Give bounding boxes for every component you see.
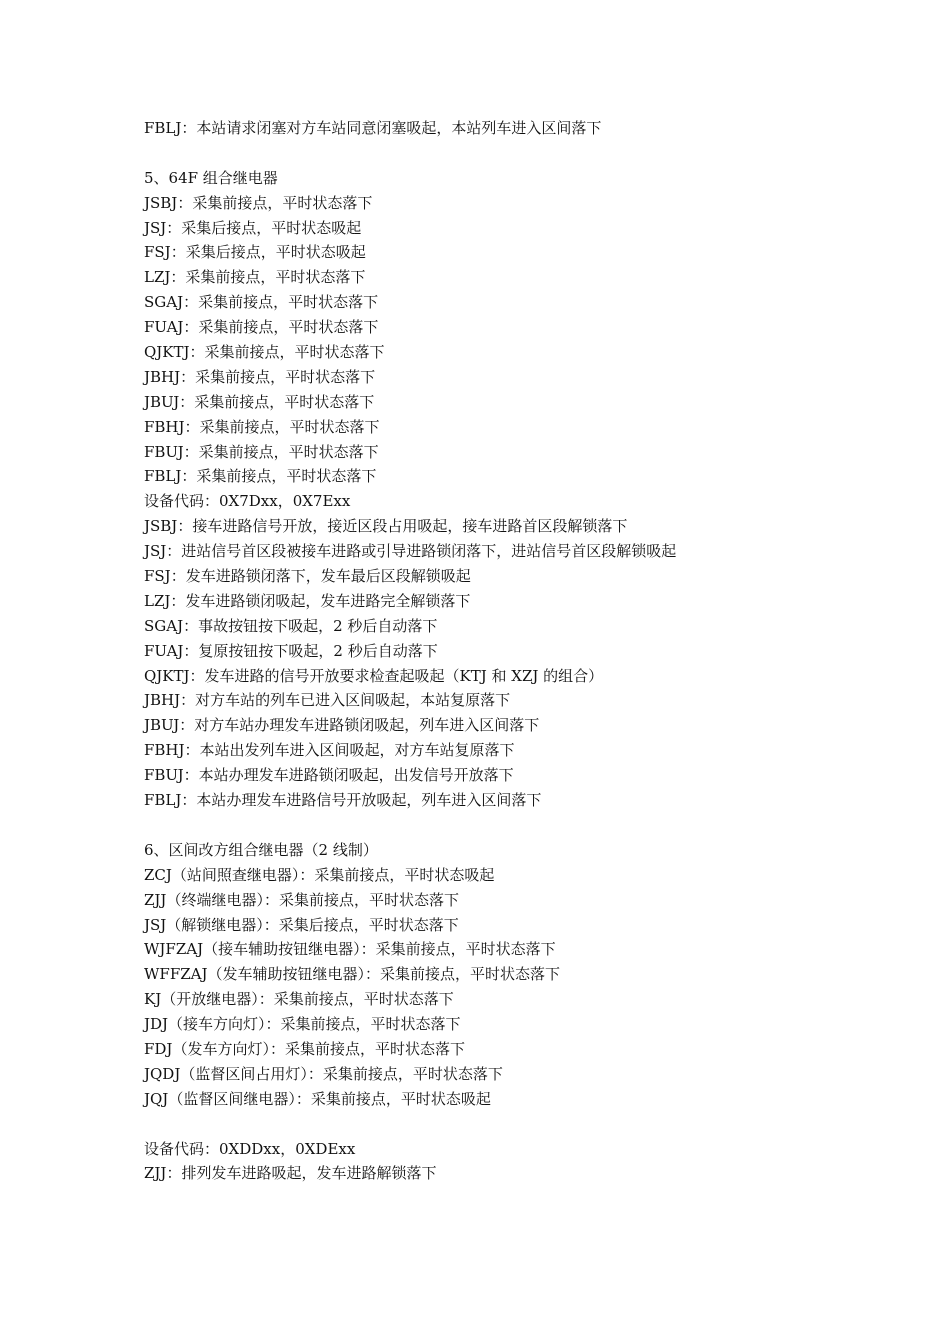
text-line: FBLJ：本站请求闭塞对方车站同意闭塞吸起，本站列车进入区间落下	[144, 119, 602, 137]
text-line: JBUJ：对方车站办理发车进路锁闭吸起，列车进入区间落下	[144, 716, 540, 735]
text-line: KJ（开放继电器）：采集前接点，平时状态落下	[144, 990, 454, 1009]
section-heading-direction-change: 6、区间改方组合继电器（2 线制）	[144, 840, 378, 859]
text-line: JSJ：进站信号首区段被接车进路或引导进路锁闭落下，进站信号首区段解锁吸起	[144, 542, 677, 561]
text-line: JSJ：采集后接点，平时状态吸起	[144, 218, 362, 237]
text-line: FUAJ：采集前接点，平时状态落下	[144, 318, 379, 337]
text-line: ZJJ：排列发车进路吸起，发车进路解锁落下	[144, 1164, 437, 1183]
text-line: FBLJ：本站办理发车进路信号开放吸起，列车进入区间落下	[144, 791, 542, 810]
text-line: FUAJ：复原按钮按下吸起，2 秒后自动落下	[144, 641, 438, 660]
text-line: FBLJ：采集前接点，平时状态落下	[144, 467, 377, 486]
text-line: LZJ：发车进路锁闭吸起，发车进路完全解锁落下	[144, 591, 471, 610]
text-line: FBUJ：采集前接点，平时状态落下	[144, 442, 379, 461]
text-line: JSJ（解锁继电器）：采集后接点，平时状态落下	[144, 915, 459, 934]
text-line: FBHJ：采集前接点，平时状态落下	[144, 417, 380, 436]
text-line: FSJ：发车进路锁闭落下，发车最后区段解锁吸起	[144, 567, 471, 586]
text-line: JBUJ：采集前接点，平时状态落下	[144, 392, 375, 411]
text-line: FBHJ：本站出发列车进入区间吸起，对方车站复原落下	[144, 741, 515, 760]
text-line: JDJ（接车方向灯）：采集前接点，平时状态落下	[144, 1015, 461, 1034]
text-line: SGAJ：采集前接点，平时状态落下	[144, 293, 379, 312]
device-code-line: 设备代码：0X7Dxx，0X7Exx	[144, 492, 351, 511]
text-line: ZJJ（终端继电器）：采集前接点，平时状态落下	[144, 890, 459, 909]
text-line: LZJ：采集前接点，平时状态落下	[144, 268, 366, 287]
text-line: JQJ（监督区间继电器）：采集前接点，平时状态吸起	[144, 1089, 491, 1108]
text-line: WJFZAJ（接车辅助按钮继电器）：采集前接点，平时状态落下	[144, 940, 556, 959]
text-line: JSBJ：接车进路信号开放，接近区段占用吸起，接车进路首区段解锁落下	[144, 517, 628, 536]
text-line: ZCJ（站间照查继电器）：采集前接点，平时状态吸起	[144, 865, 495, 884]
text-line: JBHJ：对方车站的列车已进入区间吸起，本站复原落下	[144, 691, 511, 710]
blank-line	[144, 1112, 904, 1137]
text-line: JSBJ：采集前接点，平时状态落下	[144, 193, 373, 212]
blank-line	[144, 813, 904, 838]
text-line: FSJ：采集后接点，平时状态吸起	[144, 243, 366, 262]
text-line: FDJ（发车方向灯）：采集前接点，平时状态落下	[144, 1039, 465, 1058]
text-line: QJKTJ：发车进路的信号开放要求检查起吸起（KTJ 和 XZJ 的组合）	[144, 666, 604, 685]
text-line: FBUJ：本站办理发车进路锁闭吸起，出发信号开放落下	[144, 766, 514, 785]
document-page	[144, 116, 904, 1186]
text-line: WFFZAJ（发车辅助按钮继电器）：采集前接点，平时状态落下	[144, 965, 561, 984]
text-line: SGAJ：事故按钮按下吸起，2 秒后自动落下	[144, 616, 438, 635]
text-line: QJKTJ：采集前接点，平时状态落下	[144, 343, 385, 362]
text-line: JBHJ：采集前接点，平时状态落下	[144, 367, 376, 386]
text-line: JQDJ（监督区间占用灯）：采集前接点，平时状态落下	[144, 1064, 503, 1083]
device-code-line: 设备代码：0XDDxx，0XDExx	[144, 1139, 356, 1158]
section-heading-64f: 5、64F 组合继电器	[144, 168, 278, 187]
blank-line	[144, 141, 904, 166]
